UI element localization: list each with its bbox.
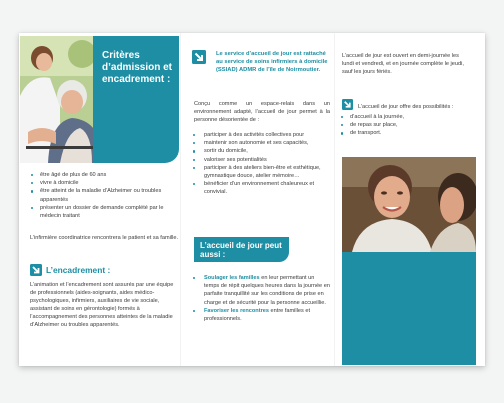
arrow-down-right-icon — [192, 50, 206, 64]
criteria-item: vivre à domicile — [28, 179, 178, 187]
activity-item: participer à des activités collectives pour — [190, 131, 330, 139]
smiling-elderly-women-photo — [342, 157, 476, 252]
criteria-list — [28, 171, 178, 220]
also-heading: L’accueil de jour peut aussi : — [200, 241, 282, 259]
criteria-item: présenter un dossier de demande complété par le médecin traitant — [28, 204, 178, 220]
also-item — [190, 274, 330, 307]
also-list — [190, 274, 330, 323]
fold-line — [180, 33, 181, 366]
nurse-coordinator-text: L’infirmière coordinatrice rencontrera le patient et sa famille. — [30, 235, 178, 241]
offers-intro-text: L’accueil de jour offre des possibilités : — [358, 104, 454, 110]
activity-item: participer à des ateliers bien-être et esthétique, gymnastique douce, atelier mémoire… — [190, 164, 330, 180]
offer-item: de repas sur place, — [338, 121, 468, 129]
criteria-item: être âgé de plus de 60 ans — [28, 171, 178, 179]
opening-hours-text: L’accueil de jour est ouvert en demi-journée les lundi et vendredi, et en journée complète le jeudi, sauf les jours fériés. — [342, 53, 464, 75]
offers-intro — [342, 99, 470, 111]
also-item-highlight: Favoriser les rencontres — [204, 307, 269, 314]
activities-list — [190, 131, 330, 197]
also-item-text: entre familles et professionnels. — [204, 307, 311, 323]
offer-item: de transport. — [338, 129, 468, 137]
offers-list — [338, 113, 468, 138]
activity-item: bénéficier d’un environnement chaleureux et convivial. — [190, 180, 330, 196]
caregiver-elderly-photo — [20, 36, 101, 163]
encadrement-title: L’encadrement : — [46, 265, 111, 275]
admission-criteria-header — [93, 36, 179, 163]
arrow-down-right-icon — [30, 264, 42, 276]
service-intro — [194, 50, 330, 75]
activity-item: sortir du domicile, — [190, 147, 330, 155]
also-heading-box — [194, 237, 289, 262]
also-item — [190, 307, 330, 323]
teal-color-block — [342, 252, 476, 365]
activity-item: valoriser ses potentialités — [190, 156, 330, 164]
arrow-down-right-icon — [342, 99, 353, 110]
encadrement-heading — [30, 264, 110, 276]
service-description: Conçu comme un espace-relais dans un environnement adapté, l’accueil de jour permet à la personne désorientée de : — [194, 101, 330, 123]
criteria-item: être atteint de la maladie d’Alzheimer ou troubles apparentés — [28, 187, 178, 203]
activity-item: maintenir son autonomie et ses capacités, — [190, 139, 330, 147]
admission-criteria-title: Critères d’admission et encadrement : — [102, 50, 173, 85]
fold-line — [334, 33, 335, 366]
service-intro-text: Le service d’accueil de jour est rattaché au service de soins infirmiers à domicile (SSIAD) ADMR de l’île de Noirmoutier. — [216, 51, 328, 74]
also-item-text: en leur permettant un temps de répit quelques heures dans la journée en parfaite tranquillité sur les conditions de prise en charge et de sécurité pour la personne accueillie. — [204, 275, 330, 306]
also-item-highlight: Soulager les familles — [204, 275, 260, 281]
offer-item: d’accueil à la journée, — [338, 113, 468, 121]
encadrement-text: L’animation et l’encadrement sont assurés par une équipe de professionnels (aides-soignants, aides médico-psychologiques, infirmiers, auxiliaires de vie sociale, assistant de soins en gérontologie) formés à l’accompagnement des personnes atteintes de la maladie d’Alzheimer ou troubles apparentés. — [30, 282, 174, 328]
